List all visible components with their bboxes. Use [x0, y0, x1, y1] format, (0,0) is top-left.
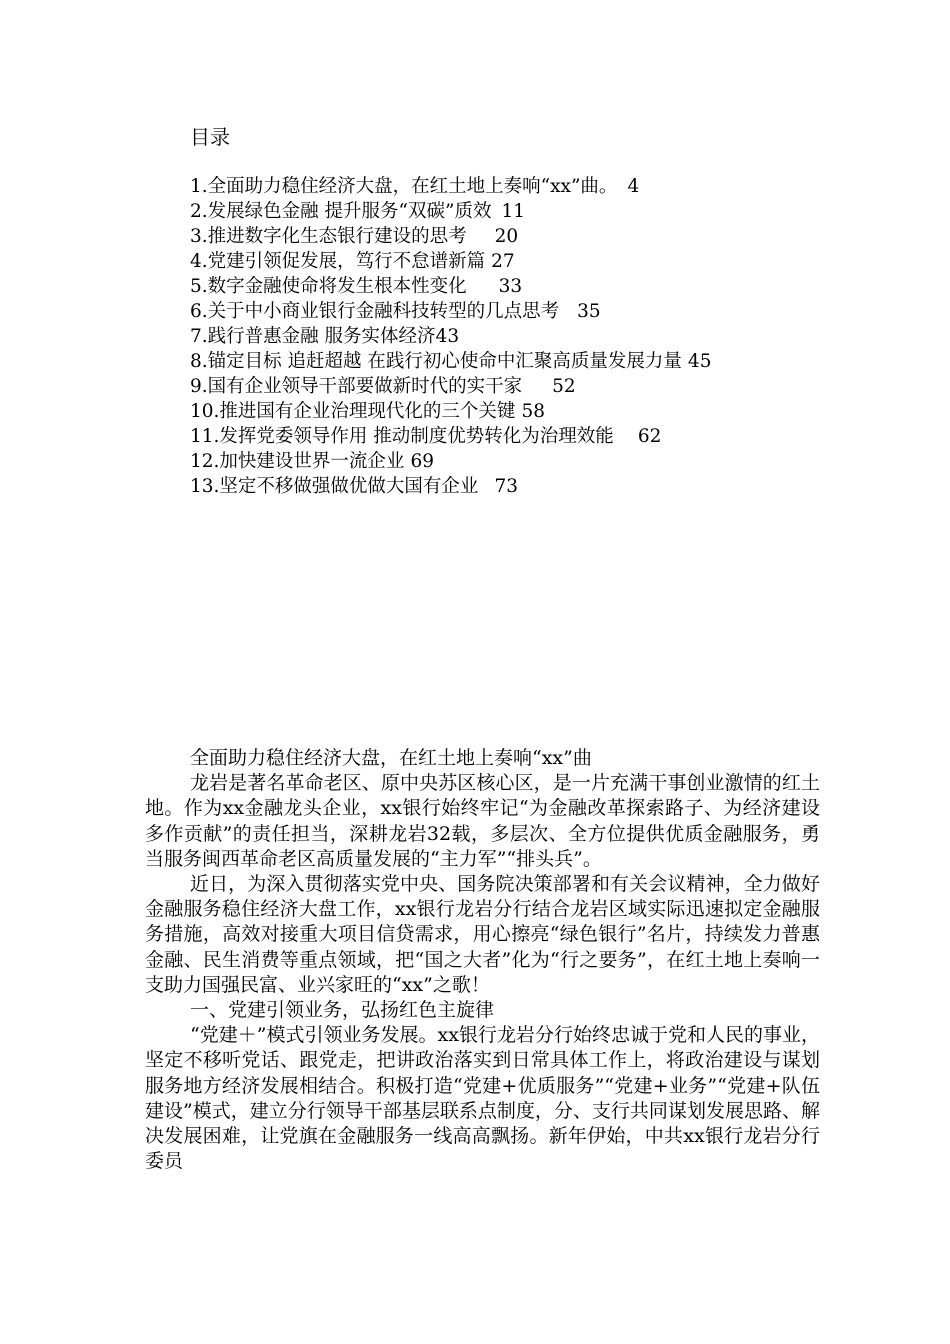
- toc-item-text: 12.加快建设世界一流企业: [190, 451, 405, 472]
- toc-item[interactable]: [190, 449, 711, 474]
- toc-item-page: 11: [501, 201, 525, 222]
- toc-list: [190, 174, 711, 499]
- toc-item-text: 1.全面助力稳住经济大盘，在红土地上奏响“xx”曲。: [190, 176, 618, 197]
- toc-item-page: 58: [521, 401, 545, 422]
- toc-item[interactable]: [190, 224, 711, 249]
- toc-item-text: 8.锚定目标 追赶超越 在践行初心使命中汇聚高质量发展力量: [190, 351, 682, 372]
- toc-item-text: 6.关于中小商业银行金融科技转型的几点思考: [190, 301, 560, 322]
- toc-item-page: 35: [577, 301, 601, 322]
- toc-item-text: 5.数字金融使命将发生根本性变化: [190, 276, 467, 297]
- toc-item[interactable]: [190, 399, 711, 424]
- toc-item[interactable]: [190, 174, 711, 199]
- toc-item-text: 4.党建引领促发展，笃行不怠谱新篇: [190, 251, 486, 272]
- section-heading: 一、党建引领业务，弘扬红色主旋律: [190, 999, 495, 1022]
- toc-item-page: 69: [410, 451, 434, 472]
- toc-item-page: 4: [627, 176, 640, 197]
- toc-item-text: 2.发展绿色金融 提升服务“双碳”质效: [190, 201, 492, 222]
- toc-item-page: 27: [491, 251, 515, 272]
- toc-item-page: 73: [494, 476, 518, 497]
- toc-item-text: 7.践行普惠金融 服务实体经济: [190, 326, 436, 347]
- toc-item[interactable]: [190, 474, 711, 499]
- toc-item[interactable]: [190, 274, 711, 299]
- toc-item[interactable]: [190, 199, 711, 224]
- toc-item-page: 43: [435, 326, 460, 347]
- toc-item-page: 20: [494, 226, 519, 247]
- toc-item[interactable]: [190, 299, 711, 324]
- toc-item-text: 13.坚定不移做强做优做大国有企业: [190, 476, 479, 497]
- article-body: [145, 746, 820, 1174]
- toc-item-text: 10.推进国有企业治理现代化的三个关键: [190, 401, 516, 422]
- toc-item-text: 3.推进数字化生态银行建设的思考: [190, 226, 467, 247]
- article-paragraph: “党建＋”模式引领业务发展。xx银行龙岩分行始终忠诚于党和人民的事业，坚定不移听党话、跟党走，把讲政治落实到日常具体工作上，将政治建设与谋划服务地方经济发展相结合。积极打造“党建+优质服务”“党建+业务”“党建+队伍建设”模式，建立分行领导干部基层联系点制度，分、支行共同谋划发展思路、解决发展困难，让党旗在金融服务一线高高飘扬。新年伊始，中共xx银行龙岩分行委员: [145, 1024, 820, 1173]
- toc-item-page: 62: [637, 426, 662, 447]
- toc-item-text: 9.国有企业领导干部要做新时代的实干家: [190, 376, 523, 397]
- toc-item[interactable]: [190, 349, 711, 374]
- toc-item[interactable]: [190, 424, 711, 449]
- toc-item-text: 11.发挥党委领导作用 推动制度优势转化为治理效能: [190, 426, 614, 447]
- toc-item[interactable]: [190, 324, 711, 349]
- toc-title: 目录: [190, 125, 230, 149]
- toc-item-page: 52: [552, 376, 576, 397]
- toc-item[interactable]: [190, 374, 711, 399]
- article-paragraph: 龙岩是著名革命老区、原中央苏区核心区，是一片充满干事创业激情的红土地。作为xx金融龙头企业，xx银行始终牢记“为金融改革探索路子、为经济建设多作贡献”的责任担当，深耕龙岩32载，多层次、全方位提供优质金融服务，勇当服务闽西革命老区高质量发展的“主力军”“排头兵”。: [145, 772, 820, 870]
- article-heading: 全面助力稳住经济大盘，在红土地上奏响“xx”曲: [190, 747, 592, 769]
- toc-item-page: 45: [687, 351, 712, 372]
- toc-item[interactable]: [190, 249, 711, 274]
- article-paragraph: 近日，为深入贯彻落实党中央、国务院决策部署和有关会议精神，全力做好金融服务稳住经济大盘工作，xx银行龙岩分行结合龙岩区域实际迅速拟定金融服务措施，高效对接重大项目信贷需求，用心擦亮“绿色银行”名片，持续发力普惠金融、民生消费等重点领域，把“国之大者”化为“行之要务”，在红土地上奏响一支助力国强民富、业兴家旺的“xx”之歌！: [145, 873, 820, 996]
- toc-item-page: 33: [498, 276, 523, 297]
